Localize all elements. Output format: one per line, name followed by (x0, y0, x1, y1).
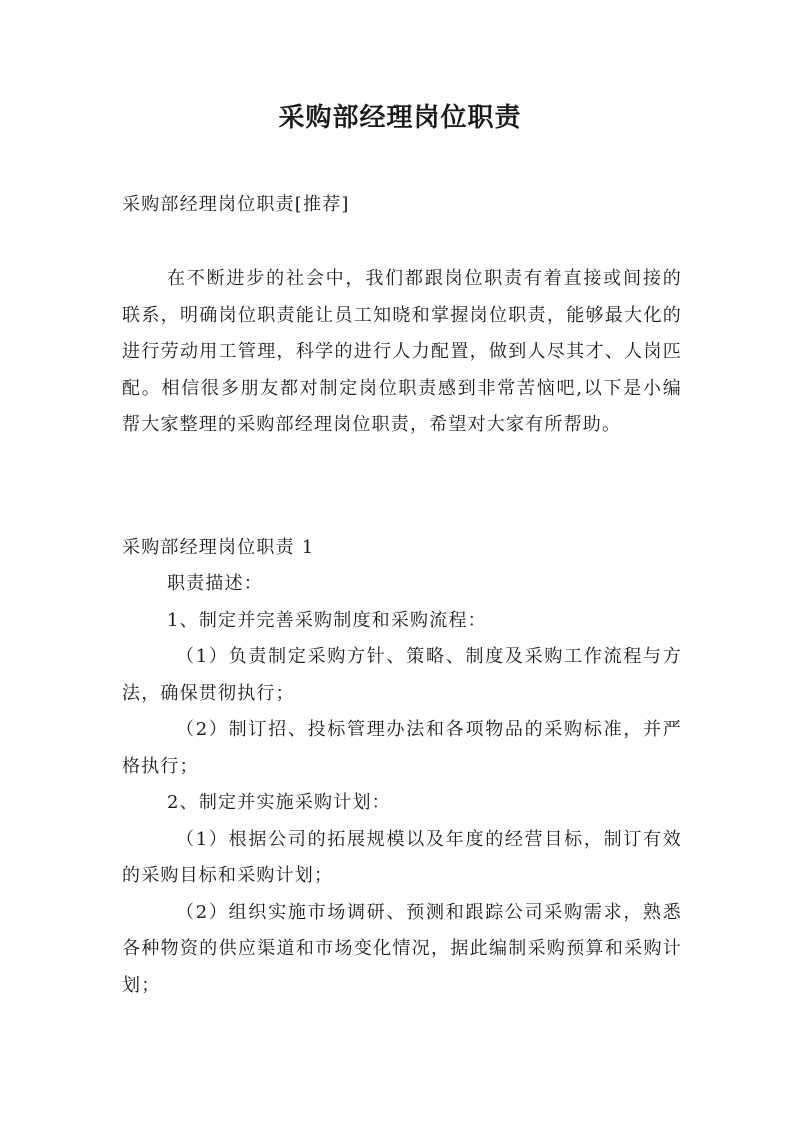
document-subtitle: 采购部经理岗位职责[推荐] (122, 194, 350, 215)
list-item-1-2: （2）制订招、投标管理办法和各项物品的采购标准，并严格执行； (122, 719, 682, 777)
list-item-2-2: （2）组织实施市场调研、预测和跟踪公司采购需求，熟悉各种物资的供应渠道和市场变化情况，据此编制采购预算和采购计划； (122, 901, 682, 996)
section-heading: 采购部经理岗位职责 1 (122, 537, 315, 558)
list-item-2-1: （1）根据公司的拓展规模以及年度的经营目标，制订有效的采购目标和采购计划； (122, 828, 682, 886)
document-title: 采购部经理岗位职责 (278, 103, 522, 133)
duties-list (122, 566, 682, 1004)
list-item-heading-2: 2、制定并实施采购计划： (167, 792, 391, 813)
list-item-heading-1: 1、制定并完善采购制度和采购流程： (167, 609, 487, 631)
intro-paragraph: 在不断进步的社会中，我们都跟岗位职责有着直接或间接的联系，明确岗位职责能让员工知晓和掌握岗位职责，能够最大化的进行劳动用工管理，科学的进行人力配置，做到人尽其才、人岗匹配。相信很多朋友都对制定岗位职责感到非常苦恼吧,以下是小编帮大家整理的采购部经理岗位职责，希望对大家有所帮助。 (122, 268, 682, 435)
list-item-1-1: （1）负责制定采购方针、策略、制度及采购工作流程与方法，确保贯彻执行； (122, 646, 682, 704)
list-item-duty-description: 职责描述： (167, 573, 263, 594)
